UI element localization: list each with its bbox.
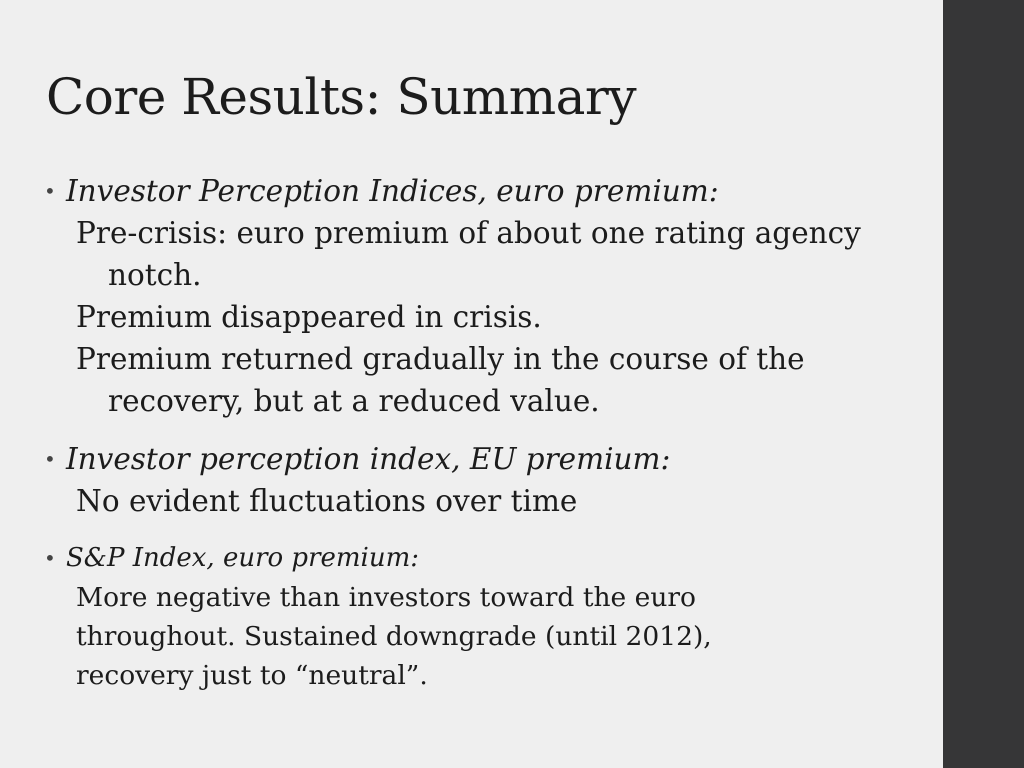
bullet-dot-icon: • bbox=[44, 179, 56, 203]
bullet-line: Premium returned gradually in the course of the recovery, but at a reduced value. bbox=[76, 342, 805, 418]
bullet-heading: Investor Perception Indices, euro premium: bbox=[66, 174, 719, 208]
bullet-item bbox=[44, 438, 924, 522]
bullet-line: Premium disappeared in crisis. bbox=[76, 300, 542, 334]
bullet-heading: S&P Index, euro premium: bbox=[66, 543, 420, 573]
side-bar bbox=[943, 0, 1024, 768]
bullet-heading: Investor perception index, EU premium: bbox=[66, 442, 671, 476]
bullet-paragraph: More negative than investors toward the euro throughout. Sustained downgrade (until 2012), recovery just to “neutral”. bbox=[76, 582, 712, 691]
bullet-line: No evident fluctuations over time bbox=[76, 484, 578, 518]
bullet-item bbox=[44, 538, 924, 695]
bullet-list bbox=[44, 170, 924, 695]
bullet-line: Pre-crisis: euro premium of about one rating agency notch. bbox=[76, 216, 861, 292]
bullet-item bbox=[44, 170, 924, 422]
bullet-dot-icon: • bbox=[44, 546, 56, 570]
slide-title: Core Results: Summary bbox=[46, 68, 637, 126]
bullet-dot-icon: • bbox=[44, 447, 56, 471]
